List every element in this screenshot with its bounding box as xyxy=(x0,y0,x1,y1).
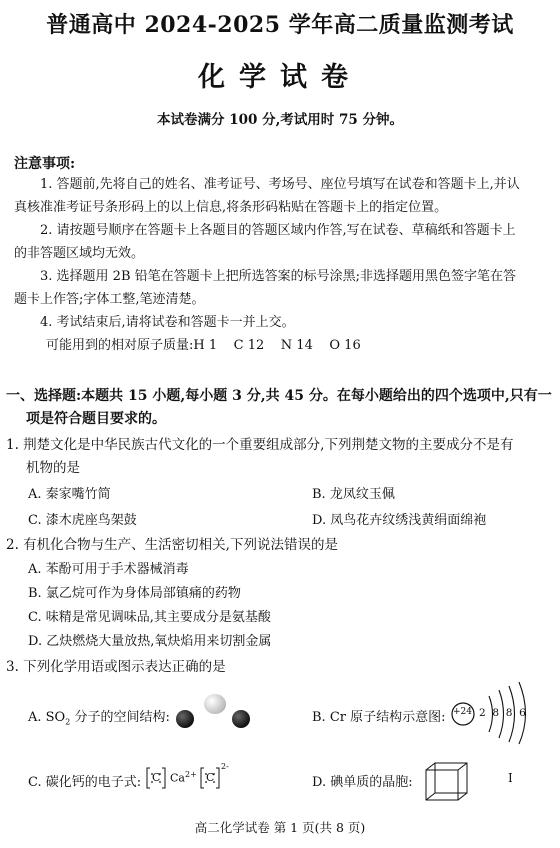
q3-option-a-prefix: A. SO xyxy=(28,710,66,725)
carbide-charge: 2- xyxy=(221,762,229,771)
notice-item-1-line-2: 真核准准考证号条形码上的以上信息,将条形码粘贴在答题卡上的指定位置。 xyxy=(14,200,448,215)
sulfur-atom xyxy=(204,694,226,714)
oxygen-atom-right xyxy=(232,710,250,728)
oxygen-atom-left xyxy=(176,710,194,728)
section-heading-line-2: 项是符合题目要求的。 xyxy=(26,411,166,427)
nucleus-charge: +24 xyxy=(453,707,472,717)
iodine-unit-cell-diagram xyxy=(422,760,472,804)
section-heading-line-1: 一、选择题:本题共 15 小题,每小题 3 分,共 45 分。在每小题给出的四个选项中,只有一 xyxy=(6,388,552,404)
carbon-symbol-left: C xyxy=(152,771,161,784)
notice-item-2-line-1: 2. 请按题号顺序在答题卡上各题目的答题区域内作答,写在试卷、草稿纸和答题卡上 xyxy=(40,223,516,238)
q2-option-c[interactable]: C. 味精是常见调味品,其主要成分是氨基酸 xyxy=(28,610,271,625)
q1-stem-line-2: 机物的是 xyxy=(26,460,80,476)
notice-item-1-line-1: 1. 答题前,先将自己的姓名、准考证号、考场号、座位号填写在试卷和答题卡上,并认 xyxy=(40,177,520,192)
q1-option-a[interactable]: A. 秦家嘴竹简 xyxy=(28,487,111,502)
q3-option-a[interactable] xyxy=(28,706,170,727)
notice-item-3-line-1: 3. 选择题用 2B 铅笔在答题卡上把所选答案的标号涂黑;非选择题用黑色签字笔在答 xyxy=(40,269,517,284)
q3-option-d[interactable]: D. 碘单质的晶胞: xyxy=(312,775,413,790)
calcium-charge: 2+ xyxy=(184,770,197,779)
q3-option-b[interactable]: B. Cr 原子结构示意图: xyxy=(312,710,446,725)
so2-molecule-model xyxy=(172,692,252,738)
q2-option-b[interactable]: B. 氯乙烷可作为身体局部镇痛的药物 xyxy=(28,586,241,601)
q2-option-a[interactable]: A. 苯酚可用于手术器械消毒 xyxy=(28,562,189,577)
exam-info: 本试卷满分 100 分,考试用时 75 分钟。 xyxy=(157,112,403,128)
notice-item-3-line-2: 题卡上作答;字体工整,笔迹清楚。 xyxy=(14,292,205,307)
page-footer: 高二化学试卷 第 1 页(共 8 页) xyxy=(194,820,366,835)
atomic-masses: 可能用到的相对原子质量:H 1 C 12 N 14 O 16 xyxy=(46,338,361,353)
q1-stem-line-1: 1. 荆楚文化是中华民族古代文化的一个重要组成部分,下列荆楚文物的主要成分不是有 xyxy=(6,437,514,453)
subject-title: 化学试卷 xyxy=(198,62,362,93)
q1-option-c[interactable]: C. 漆木虎座鸟架鼓 xyxy=(28,513,137,528)
cr-atom-structure-diagram xyxy=(449,678,557,746)
notice-item-4: 4. 考试结束后,请将试卷和答题卡一并上交。 xyxy=(40,315,295,330)
q3-option-c[interactable]: C. 碳化钙的电子式: xyxy=(28,775,142,790)
q1-option-d[interactable]: D. 凤鸟花卉纹绣浅黄绢面绵袍 xyxy=(312,513,487,528)
q3-stem: 3. 下列化学用语或图示表达正确的是 xyxy=(6,659,226,675)
calcium-symbol xyxy=(170,770,197,785)
electron-shell-counts: 2 8 8 6 xyxy=(479,707,526,719)
q2-stem: 2. 有机化合物与生产、生活密切相关,下列说法错误的是 xyxy=(6,537,338,553)
q2-option-d[interactable]: D. 乙炔燃烧大量放热,氧炔焰用来切割金属 xyxy=(28,634,272,649)
carbon-symbol-right: C xyxy=(206,771,215,784)
iodine-molecule-label: I xyxy=(508,771,513,785)
q3-option-a-label: 分子的空间结构: xyxy=(70,710,170,725)
q1-option-b[interactable]: B. 龙凤纹玉佩 xyxy=(312,487,395,502)
notice-heading: 注意事项: xyxy=(14,156,76,172)
notice-item-2-line-2: 的非答题区域均无效。 xyxy=(14,246,145,261)
calcium-label: Ca xyxy=(170,771,185,785)
q3-option-a-subscript: 2 xyxy=(65,717,71,727)
exam-title: 普通高中 2024-2025 学年高二质量监测考试 xyxy=(46,12,514,38)
